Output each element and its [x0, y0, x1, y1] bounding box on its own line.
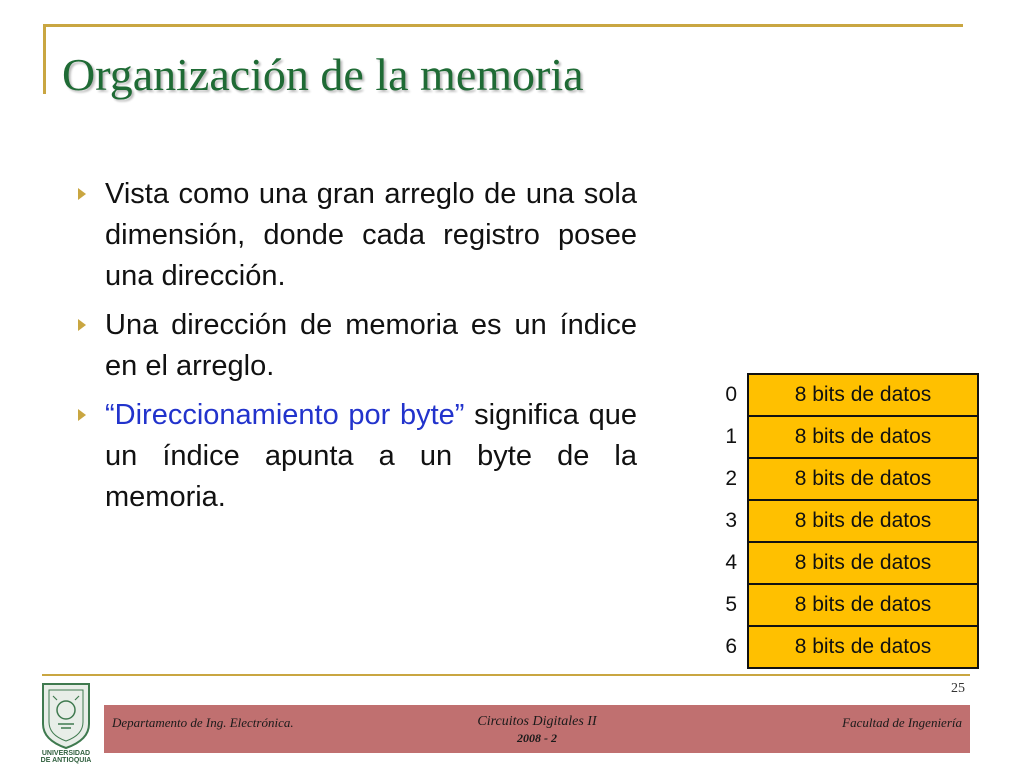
memory-row	[705, 458, 978, 500]
memory-cell: 8 bits de datos	[748, 584, 978, 626]
slide-title: Organización de la memoria	[62, 49, 584, 100]
bullet-text: significa que un índice apunta a un byte de la memoria.	[105, 399, 637, 513]
page-number: 25	[951, 681, 965, 696]
bullet-text: Una dirección de memoria es un índice en el arreglo.	[105, 309, 637, 382]
memory-cell: 8 bits de datos	[748, 458, 978, 500]
bullet-item	[72, 395, 637, 518]
memory-cell: 8 bits de datos	[748, 626, 978, 668]
svg-text:DE ANTIOQUIA: DE ANTIOQUIA	[40, 757, 92, 764]
memory-address: 2	[725, 467, 737, 490]
memory-address: 4	[725, 551, 737, 574]
memory-cell: 8 bits de datos	[748, 374, 978, 416]
memory-row	[705, 626, 978, 668]
bottom-border-line	[42, 674, 970, 676]
memory-row	[705, 374, 978, 416]
memory-address: 5	[725, 593, 737, 616]
memory-address: 3	[725, 509, 737, 532]
top-border-line	[43, 24, 963, 27]
bullet-list	[72, 174, 637, 526]
footer-bar	[104, 705, 970, 753]
footer-faculty: Facultad de Ingeniería	[842, 715, 962, 730]
footer-course-title: Circuitos Digitales II	[477, 714, 597, 729]
bullet-item	[72, 174, 637, 297]
bullet-arrow-icon	[78, 188, 86, 200]
university-logo-icon	[33, 680, 99, 764]
memory-address: 6	[725, 635, 737, 658]
footer-department: Departamento de Ing. Electrónica.	[112, 715, 294, 730]
memory-row	[705, 416, 978, 458]
memory-table	[705, 373, 979, 669]
memory-address: 1	[725, 425, 737, 448]
bullet-arrow-icon	[78, 409, 86, 421]
memory-row	[705, 500, 978, 542]
footer-course	[104, 714, 970, 746]
memory-cell: 8 bits de datos	[748, 542, 978, 584]
footer-course-term: 2008 - 2	[517, 731, 557, 745]
bullet-highlight: “Direccionamiento por byte”	[105, 399, 465, 431]
memory-cell: 8 bits de datos	[748, 500, 978, 542]
bullet-arrow-icon	[78, 319, 86, 331]
memory-cell: 8 bits de datos	[748, 416, 978, 458]
memory-address: 0	[725, 383, 737, 406]
bullet-text: Vista como una gran arreglo de una sola dimensión, donde cada registro posee una dirección.	[105, 178, 637, 292]
memory-row	[705, 542, 978, 584]
bullet-item	[72, 305, 637, 387]
left-border-line	[43, 24, 46, 94]
memory-row	[705, 584, 978, 626]
svg-text:UNIVERSIDAD: UNIVERSIDAD	[41, 750, 91, 757]
